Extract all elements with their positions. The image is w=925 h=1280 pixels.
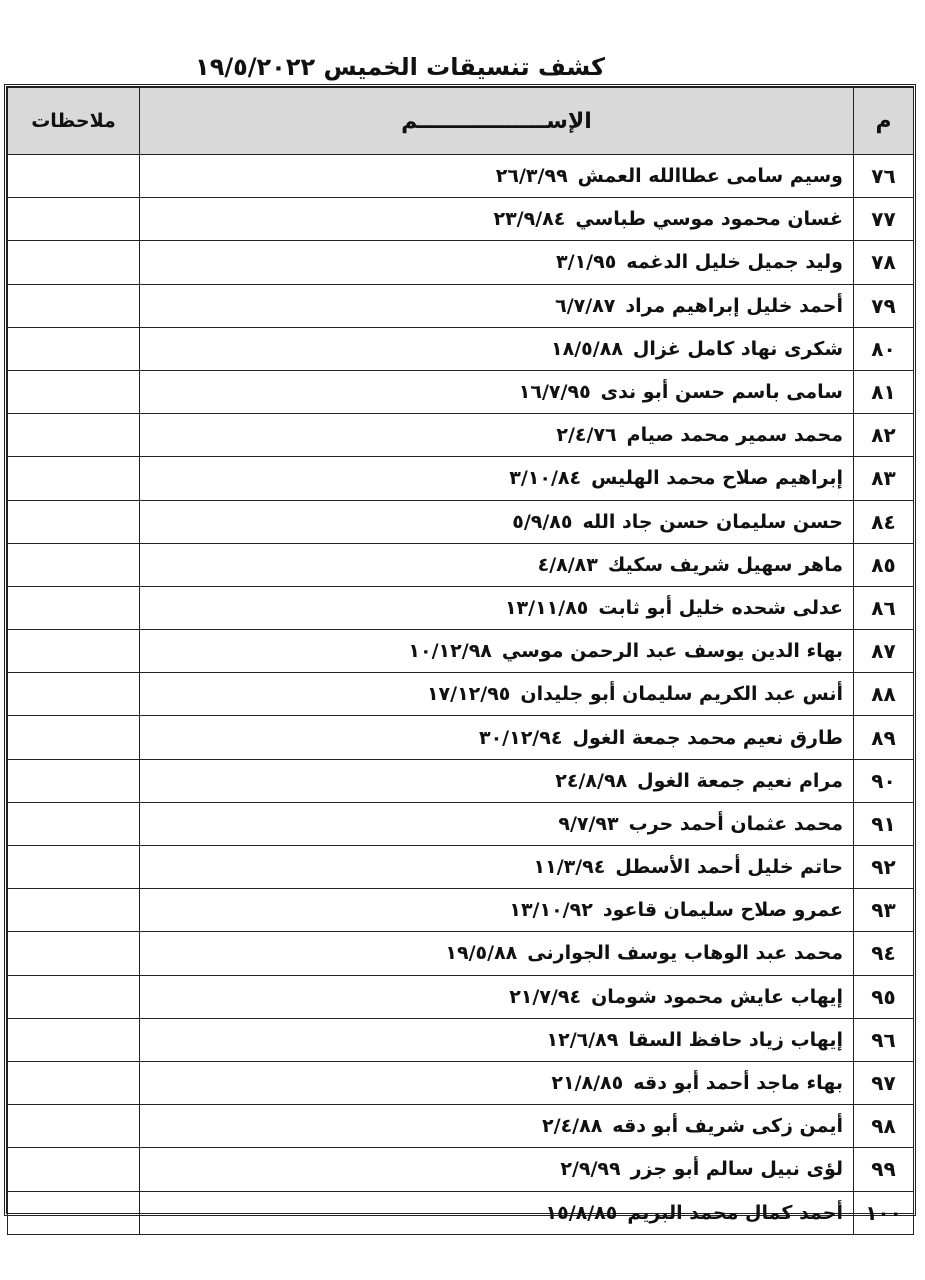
row-name-cell — [140, 586, 854, 629]
column-header-notes: ملاحظات — [8, 88, 140, 155]
person-name: إيهاب عايش محمود شومان — [591, 985, 843, 1008]
row-notes — [8, 1105, 140, 1148]
birth-date: ٢١/٧/٩٤ — [509, 985, 582, 1008]
row-number: ٧٧ — [854, 198, 914, 241]
row-notes — [8, 1191, 140, 1234]
table-row — [8, 284, 914, 327]
row-number: ٩٧ — [854, 1061, 914, 1104]
person-name: لؤى نبيل سالم أبو جزر — [630, 1158, 843, 1181]
table-row — [8, 759, 914, 802]
row-notes — [8, 327, 140, 370]
person-name: إيهاب زياد حافظ السقا — [628, 1028, 843, 1051]
coordination-table — [7, 87, 914, 1235]
column-header-number: م — [854, 88, 914, 155]
table-row — [8, 543, 914, 586]
row-number: ٩٦ — [854, 1018, 914, 1061]
table-row — [8, 716, 914, 759]
row-notes — [8, 932, 140, 975]
row-notes — [8, 975, 140, 1018]
birth-date: ١٠/١٢/٩٨ — [408, 640, 492, 663]
row-notes — [8, 889, 140, 932]
birth-date: ١٢/٦/٨٩ — [546, 1028, 619, 1051]
birth-date: ٢/٤/٨٨ — [542, 1115, 603, 1138]
table-row — [8, 414, 914, 457]
table-row — [8, 932, 914, 975]
row-name-cell — [140, 1105, 854, 1148]
row-number: ٩٤ — [854, 932, 914, 975]
row-notes — [8, 759, 140, 802]
row-number: ٨٤ — [854, 500, 914, 543]
table-row — [8, 1148, 914, 1191]
row-notes — [8, 284, 140, 327]
table-row — [8, 370, 914, 413]
row-name-cell — [140, 241, 854, 284]
person-name: مرام نعيم جمعة الغول — [637, 769, 843, 792]
table-row — [8, 198, 914, 241]
row-number: ٨٣ — [854, 457, 914, 500]
row-name-cell — [140, 327, 854, 370]
birth-date: ١٧/١٢/٩٥ — [426, 683, 511, 706]
row-notes — [8, 1018, 140, 1061]
person-name: عمرو صلاح سليمان قاعود — [602, 899, 843, 922]
birth-date: ١٨/٥/٨٨ — [551, 337, 623, 360]
table-row — [8, 846, 914, 889]
person-name: ماهر سهيل شريف سكيك — [607, 553, 843, 576]
row-notes — [8, 414, 140, 457]
row-number: ٨٥ — [854, 543, 914, 586]
row-number: ٩١ — [854, 802, 914, 845]
person-name: وسيم سامى عطاالله العمش — [577, 165, 843, 188]
row-name-cell — [140, 457, 854, 500]
table-row — [8, 673, 914, 716]
birth-date: ١١/٣/٩٤ — [533, 856, 606, 879]
row-name-cell — [140, 370, 854, 413]
person-name: شكرى نهاد كامل غزال — [632, 337, 843, 360]
row-notes — [8, 457, 140, 500]
row-notes — [8, 155, 140, 198]
row-number: ٧٦ — [854, 155, 914, 198]
row-number: ٨٨ — [854, 673, 914, 716]
row-number: ٩٣ — [854, 889, 914, 932]
birth-date: ٢٣/٩/٨٤ — [493, 208, 566, 231]
row-name-cell — [140, 1148, 854, 1191]
person-name: محمد عبد الوهاب يوسف الجوارنى — [527, 942, 843, 965]
table-row — [8, 1191, 914, 1234]
table-row — [8, 1061, 914, 1104]
birth-date: ٥/٩/٨٥ — [512, 510, 573, 533]
row-number: ٩٠ — [854, 759, 914, 802]
row-notes — [8, 370, 140, 413]
person-name: إبراهيم صلاح محمد الهليس — [591, 467, 843, 490]
row-notes — [8, 241, 140, 284]
row-number: ٨٧ — [854, 630, 914, 673]
row-name-cell — [140, 846, 854, 889]
row-number: ٨٦ — [854, 586, 914, 629]
person-name: محمد سمير محمد صيام — [626, 424, 843, 447]
table-row — [8, 241, 914, 284]
row-name-cell — [140, 1018, 854, 1061]
table-row — [8, 155, 914, 198]
row-number: ٧٩ — [854, 284, 914, 327]
birth-date: ١٣/١٠/٩٢ — [509, 899, 593, 922]
row-number: ٩٨ — [854, 1105, 914, 1148]
person-name: حاتم خليل أحمد الأسطل — [615, 856, 843, 879]
row-name-cell — [140, 759, 854, 802]
row-notes — [8, 802, 140, 845]
birth-date: ٢/٩/٩٩ — [560, 1158, 621, 1181]
row-name-cell — [140, 414, 854, 457]
row-name-cell — [140, 716, 854, 759]
person-name: أيمن زكى شريف أبو دقه — [612, 1115, 843, 1138]
birth-date: ٣٠/١٢/٩٤ — [478, 726, 563, 749]
row-name-cell — [140, 1191, 854, 1234]
birth-date: ٢١/٨/٨٥ — [551, 1072, 624, 1095]
row-name-cell — [140, 975, 854, 1018]
person-name: حسن سليمان حسن جاد الله — [582, 510, 843, 533]
birth-date: ٩/٧/٩٣ — [558, 812, 619, 835]
table-row — [8, 889, 914, 932]
row-notes — [8, 846, 140, 889]
person-name: بهاء الدين يوسف عبد الرحمن موسي — [501, 640, 843, 663]
row-notes — [8, 198, 140, 241]
person-name: وليد جميل خليل الدغمه — [626, 251, 843, 274]
table-row — [8, 975, 914, 1018]
birth-date: ١٣/١١/٨٥ — [504, 596, 589, 619]
birth-date: ١٩/٥/٨٨ — [445, 942, 518, 965]
row-name-cell — [140, 889, 854, 932]
birth-date: ٣/١٠/٨٤ — [509, 467, 582, 490]
table-row — [8, 630, 914, 673]
row-number: ٨٠ — [854, 327, 914, 370]
row-number: ٧٨ — [854, 241, 914, 284]
person-name: بهاء ماجد أحمد أبو دقه — [633, 1072, 843, 1095]
person-name: أحمد خليل إبراهيم مراد — [625, 294, 843, 317]
row-number: ٨٩ — [854, 716, 914, 759]
row-number: ٩٩ — [854, 1148, 914, 1191]
person-name: سامى باسم حسن أبو ندى — [600, 381, 843, 404]
row-number: ٩٥ — [854, 975, 914, 1018]
row-number: ٩٢ — [854, 846, 914, 889]
row-notes — [8, 586, 140, 629]
row-notes — [8, 1148, 140, 1191]
person-name: محمد عثمان أحمد حرب — [628, 812, 843, 835]
row-number: ٨٢ — [854, 414, 914, 457]
row-name-cell — [140, 673, 854, 716]
row-name-cell — [140, 284, 854, 327]
person-name: غسان محمود موسي طباسي — [575, 208, 843, 231]
column-header-name: الإســـــــــــــــــم — [140, 88, 854, 155]
row-number: ٨١ — [854, 370, 914, 413]
row-name-cell — [140, 500, 854, 543]
row-notes — [8, 716, 140, 759]
table-header-row — [8, 88, 914, 155]
table-row — [8, 1105, 914, 1148]
row-name-cell — [140, 932, 854, 975]
person-name: أحمد كمال محمد البريم — [627, 1201, 843, 1224]
table-row — [8, 457, 914, 500]
row-number: ١٠٠ — [854, 1191, 914, 1234]
birth-date: ١٦/٧/٩٥ — [518, 381, 591, 404]
row-name-cell — [140, 198, 854, 241]
table-row — [8, 1018, 914, 1061]
person-name: عدلى شحده خليل أبو ثابت — [598, 596, 843, 619]
row-name-cell — [140, 630, 854, 673]
birth-date: ٤/٨/٨٣ — [537, 553, 598, 576]
row-notes — [8, 543, 140, 586]
row-notes — [8, 630, 140, 673]
row-name-cell — [140, 1061, 854, 1104]
birth-date: ٢/٤/٧٦ — [556, 424, 617, 447]
birth-date: ٦/٧/٨٧ — [555, 294, 616, 317]
row-notes — [8, 1061, 140, 1104]
table-row — [8, 327, 914, 370]
coordination-table-frame — [4, 84, 916, 1225]
person-name: طارق نعيم محمد جمعة الغول — [572, 726, 843, 749]
person-name: أنس عبد الكريم سليمان أبو جليدان — [520, 683, 843, 706]
birth-date: ١٥/٨/٨٥ — [545, 1201, 618, 1224]
row-notes — [8, 673, 140, 716]
birth-date: ٢٦/٣/٩٩ — [495, 165, 568, 188]
table-row — [8, 500, 914, 543]
row-name-cell — [140, 543, 854, 586]
row-name-cell — [140, 155, 854, 198]
row-notes — [8, 500, 140, 543]
birth-date: ٣/١/٩٥ — [556, 251, 617, 274]
table-row — [8, 586, 914, 629]
birth-date: ٢٤/٨/٩٨ — [555, 769, 628, 792]
page-title: كشف تنسيقات الخميس ١٩/٥/٢٠٢٢ — [195, 53, 605, 81]
table-row — [8, 802, 914, 845]
row-name-cell — [140, 802, 854, 845]
